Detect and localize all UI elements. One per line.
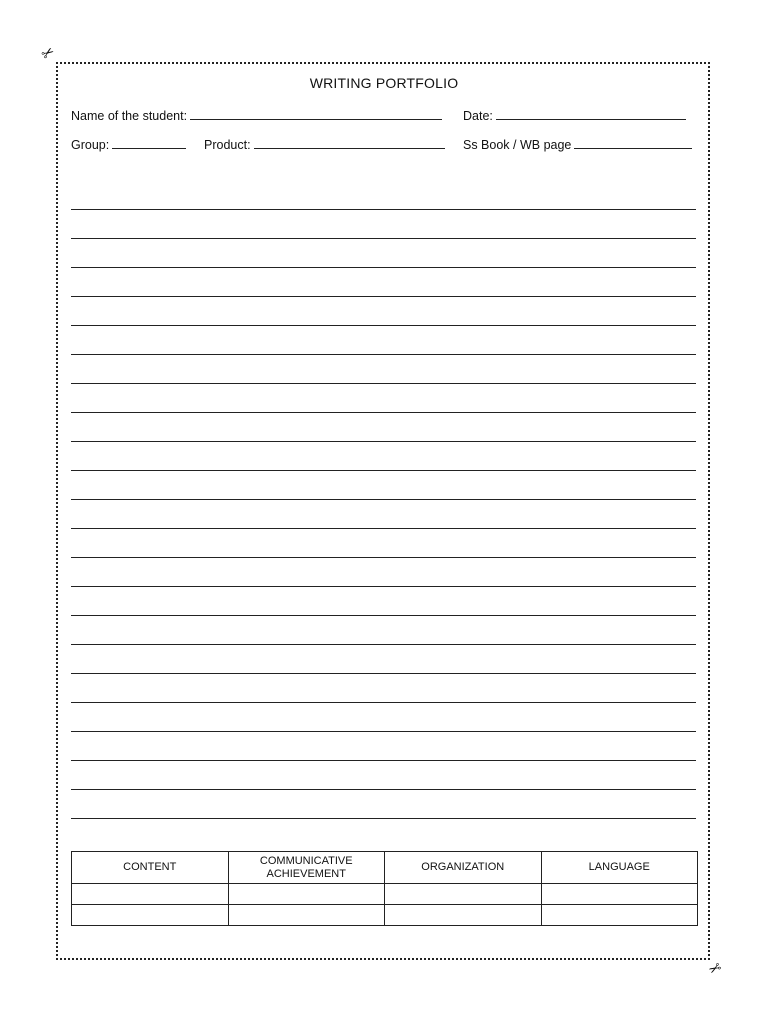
writing-line[interactable] (71, 209, 696, 210)
date-label: Date: (463, 109, 493, 123)
student-name-label: Name of the student: (71, 109, 188, 123)
rubric-header-communicative-achievement: COMMUNICATIVE ACHIEVEMENT (228, 852, 385, 884)
scissors-icon: ✂ (704, 956, 724, 979)
writing-line[interactable] (71, 586, 696, 587)
rubric-header-language: LANGUAGE (541, 852, 698, 884)
page-title: WRITING PORTFOLIO (309, 75, 459, 91)
writing-line[interactable] (71, 731, 696, 732)
writing-line[interactable] (71, 267, 696, 268)
group-label: Group: (71, 138, 110, 152)
writing-line[interactable] (71, 441, 696, 442)
rubric-cell[interactable] (228, 905, 385, 926)
rubric-header-organization: ORGANIZATION (385, 852, 542, 884)
writing-line[interactable] (71, 760, 696, 761)
page-field[interactable] (463, 137, 692, 152)
group-field[interactable] (71, 137, 186, 152)
group-blank[interactable] (112, 137, 186, 149)
rubric-table (71, 851, 698, 926)
writing-line[interactable] (71, 296, 696, 297)
rubric-cell[interactable] (541, 884, 698, 905)
writing-line[interactable] (71, 528, 696, 529)
rubric-cell[interactable] (541, 905, 698, 926)
rubric-header-row (72, 852, 698, 884)
writing-line[interactable] (71, 673, 696, 674)
date-blank[interactable] (496, 108, 686, 120)
page-blank[interactable] (574, 137, 692, 149)
scissors-icon: ✂ (38, 42, 59, 65)
rubric-cell[interactable] (72, 884, 229, 905)
writing-line[interactable] (71, 412, 696, 413)
writing-line[interactable] (71, 644, 696, 645)
rubric-row (72, 905, 698, 926)
writing-line[interactable] (71, 383, 696, 384)
student-name-blank[interactable] (190, 108, 442, 120)
writing-line[interactable] (71, 238, 696, 239)
rubric-cell[interactable] (385, 905, 542, 926)
rubric-cell[interactable] (228, 884, 385, 905)
page-label: Ss Book / WB page (463, 138, 572, 152)
writing-line[interactable] (71, 702, 696, 703)
writing-line[interactable] (71, 354, 696, 355)
writing-line[interactable] (71, 615, 696, 616)
date-field[interactable] (463, 108, 686, 123)
writing-line[interactable] (71, 470, 696, 471)
writing-line[interactable] (71, 818, 696, 819)
writing-line[interactable] (71, 499, 696, 500)
product-field[interactable] (204, 137, 445, 152)
writing-line[interactable] (71, 325, 696, 326)
rubric-cell[interactable] (385, 884, 542, 905)
rubric-header-content: CONTENT (72, 852, 229, 884)
student-name-field[interactable] (71, 108, 442, 123)
rubric-cell[interactable] (72, 905, 229, 926)
rubric-row (72, 884, 698, 905)
cut-line-border (56, 62, 710, 960)
writing-line[interactable] (71, 789, 696, 790)
product-label: Product: (204, 138, 251, 152)
product-blank[interactable] (254, 137, 445, 149)
writing-line[interactable] (71, 557, 696, 558)
